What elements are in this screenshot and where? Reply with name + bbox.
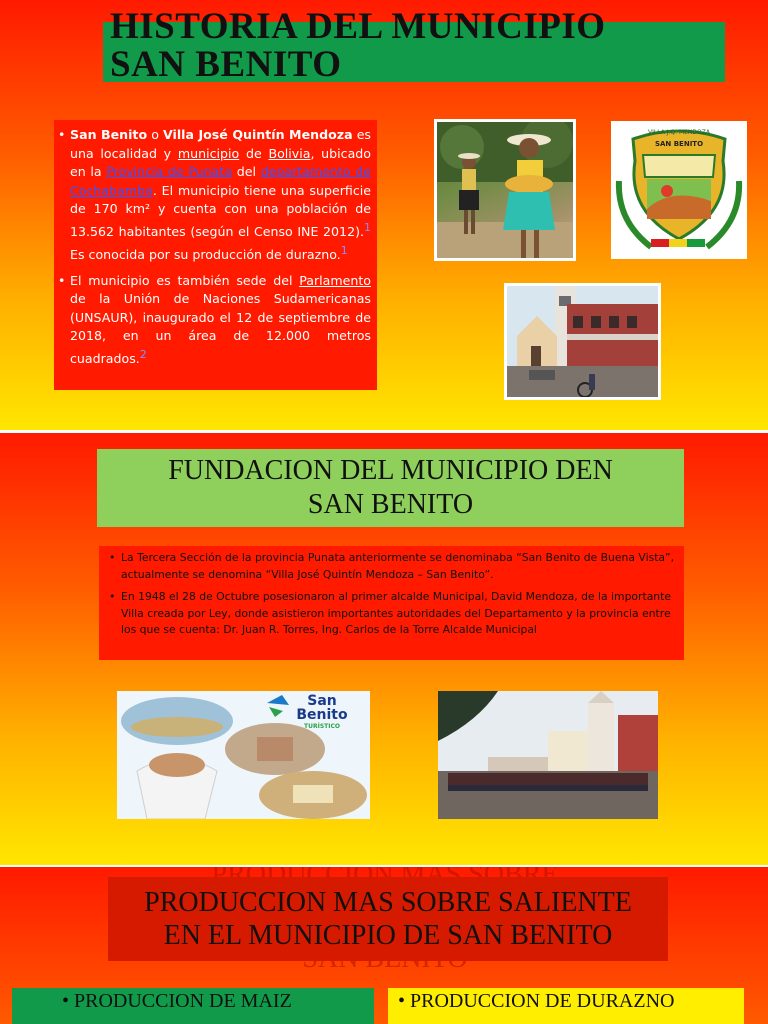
text: de [239,145,269,161]
link-parlamento[interactable]: Parlamento [299,272,371,288]
slide-title [108,877,668,961]
title-line-2: SAN BENITO [307,489,474,520]
title-line-2: EN EL MUNICIPIO DE SAN BENITO [163,920,613,951]
tour-logo-line-3: TURÍSTICO [304,723,340,730]
shield-banner-text: SAN BENITO [654,140,704,148]
foundation-text-box [99,546,684,660]
history-text-box [54,120,377,390]
photo-girls-peaches [434,119,576,261]
shield-top-text: VILLA J.Q. MENDOZA [648,129,710,136]
link-municipio[interactable]: municipio [177,145,240,161]
tour-logo-line-1: San [307,693,337,709]
foundation-bullet-1: • La Tercera Sección de la provincia Punata anteriormente se denominaba “San Benito de Buena Vista”, actualmente se denomina “Villa José Quintín Mendoza – San Benito”. [121,550,676,583]
link-departamento-cochabamba[interactable]: departamento de Cochabamba [70,164,371,198]
bold-san-benito: San Benito [70,127,148,142]
link-provincia-punata[interactable]: Provincia de Punata [106,164,233,180]
item-produccion-maiz: • PRODUCCION DE MAIZ [12,988,374,1024]
tour-logo-line-2: Benito [296,707,348,723]
municipal-shield [611,121,747,259]
bold-villa-name: Villa José Quintín Mendoza [163,127,353,142]
slide-title [110,8,750,84]
text: es una localidad y [70,127,371,161]
tourism-collage-illustration [117,691,370,819]
reference-1b[interactable]: 1 [340,243,348,257]
church-street-illustration [507,286,661,400]
link-bolivia[interactable]: Bolivia [268,145,311,161]
text: . El municipio tiene una superficie de 170 km² y cuenta con una población de 13.562 habitantes (según el Censo INE 2012). [70,182,371,240]
text: de la Unión de Naciones Sudamericanas (UNSAUR), inaugurado el 12 de septiembre de 2018, en un área de 12.000 metros cuadrados. [70,291,371,367]
photo-parade [438,691,658,819]
text: El municipio es también sede del [70,272,300,288]
parade-illustration [438,691,658,819]
text: o [147,127,164,142]
text: del [232,164,261,180]
slide-produccion [0,867,768,1024]
item-produccion-durazno: • PRODUCCION DE DURAZNO [388,988,744,1024]
photo-girls-illustration [437,122,576,261]
slide-fundacion [0,433,768,865]
text: Es conocida por su producción de durazno. [70,246,341,262]
photo-tourism-collage [117,691,370,819]
history-bullet-2 [70,272,371,369]
slide-title [97,449,684,527]
title-line-1: FUNDACION DEL MUNICIPIO DEN [168,455,613,486]
reference-2[interactable]: 2 [139,347,147,361]
photo-church-street [504,283,661,400]
title-line-1: PRODUCCION MAS SOBRE SALIENTE [144,887,632,918]
slide-historia [0,0,768,430]
shield-icon [611,121,747,259]
text: , ubicado en la [70,145,371,180]
reference-1[interactable]: 1 [364,220,371,234]
foundation-bullet-2: • En 1948 el 28 de Octubre posesionaron al primer alcalde Municipal, David Mendoza, de la importante Villa creada por Ley, donde asistieron importantes autoridades del Departamento y la provincia entre los que se cuenta: Dr. Juan R. Torres, Ing. Carlos de la Torre Alcalde Municipal [121,589,676,639]
title-line-1: HISTORIA DEL MUNICIPIO [110,6,606,47]
history-bullet-1 [70,126,371,265]
title-line-2: SAN BENITO [110,44,342,85]
